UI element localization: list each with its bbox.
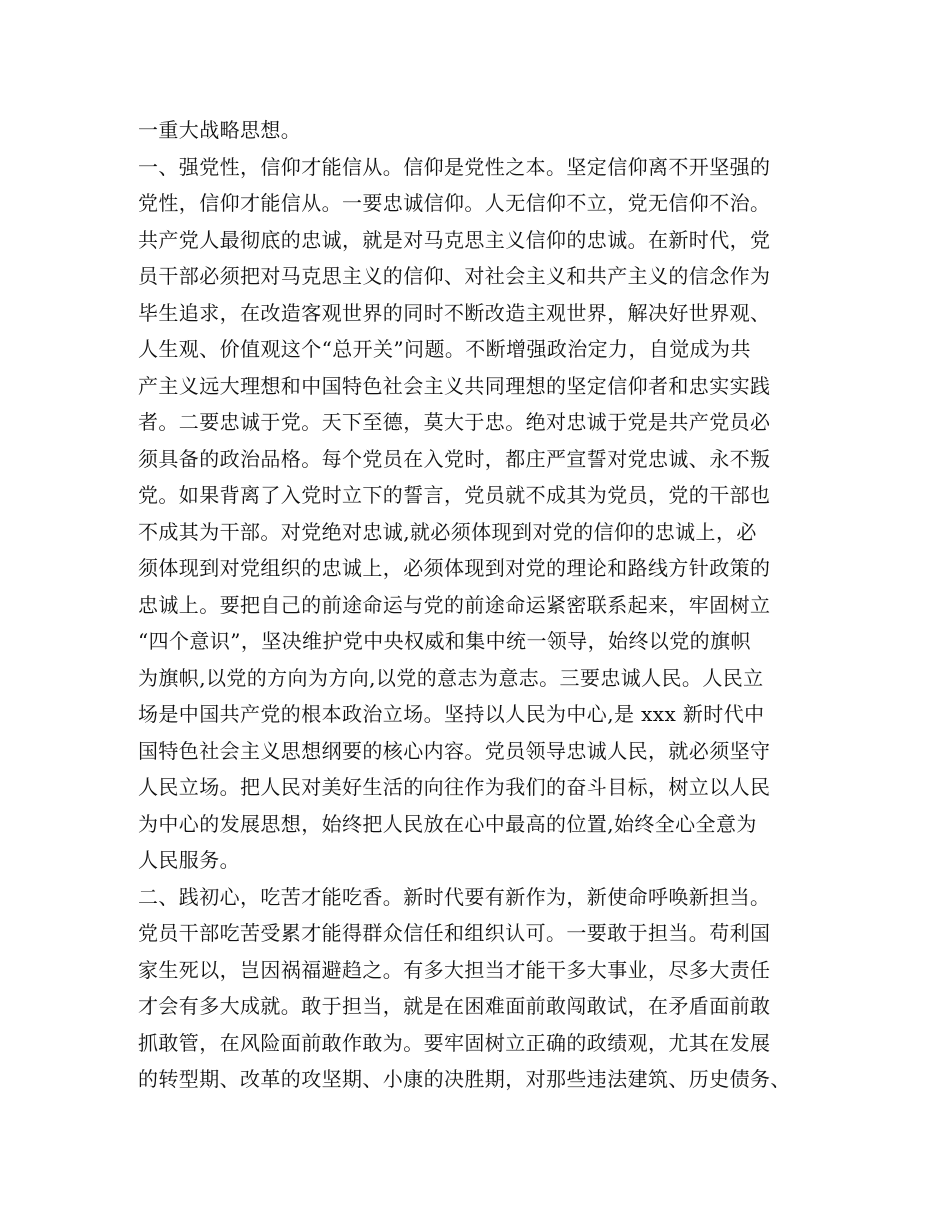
text-line: 毕生追求，在改造客观世界的同时不断改造主观世界，解决好世界观、 (138, 300, 771, 325)
text-line: 场是中国共产党的根本政治立场。坚持以人民为中心,是 xxx 新时代中 (138, 702, 765, 726)
text-line: 才会有多大成就。敢于担当，就是在困难面前敢闯敢试，在矛盾面前敢 (138, 994, 771, 1018)
text-line: 为旗帜,以党的方向为方向,以党的意志为意志。三要忠诚人民。人民立 (138, 665, 764, 690)
text-line: 共产党人最彻底的忠诚，就是对马克思主义信仰的忠诚。在新时代，党 (138, 227, 771, 252)
text-line: 人民立场。把人民对美好生活的向往作为我们的奋斗目标，树立以人民 (138, 775, 771, 799)
text-line: 不成其为干部。对党绝对忠诚,就必须体现到对党的信仰的忠诚上，必 (138, 519, 757, 544)
text-line: 产主义远大理想和中国特色社会主义共同理想的坚定信仰者和忠实实践 (138, 373, 771, 398)
text-line: 人生观、价值观这个“总开关”问题。不断增强政治定力，自觉成为共 (138, 337, 751, 361)
text-line: 须体现到对党组织的忠诚上，必须体现到对党的理论和路线方针政策的 (138, 556, 771, 580)
text-line: 党。如果背离了入党时立下的誓言，党员就不成其为党员，党的干部也 (138, 483, 771, 507)
text-line: 人民服务。 (138, 848, 240, 872)
body-text (138, 112, 838, 1098)
text-line: 的转型期、改革的攻坚期、小康的决胜期，对那些违法建筑、历史债务、 (138, 1067, 791, 1091)
text-line: 一、强党性，信仰才能信从。信仰是党性之本。坚定信仰离不开坚强的 (138, 154, 771, 179)
text-line: 党性，信仰才能信从。一要忠诚信仰。人无信仰不立，党无信仰不治。 (138, 191, 771, 215)
text-line: 党员干部吃苦受累才能得群众信任和组织认可。一要敢于担当。苟利国 (138, 921, 771, 945)
text-line: 二、践初心，吃苦才能吃香。新时代要有新作为，新使命呼唤新担当。 (138, 884, 771, 909)
text-line: “四个意识”，坚决维护党中央权威和集中统一领导，始终以党的旗帜 (138, 629, 751, 653)
text-line: 国特色社会主义思想纲要的核心内容。党员领导忠诚人民，就必须坚守 (138, 738, 771, 763)
text-line: 员干部必须把对马克思主义的信仰、对社会主义和共产主义的信念作为 (138, 264, 771, 288)
text-line: 者。二要忠诚于党。天下至德，莫大于忠。绝对忠诚于党是共产党员必 (138, 410, 771, 434)
text-line: 为中心的发展思想，始终把人民放在心中最高的位置,始终全心全意为 (138, 811, 757, 836)
text-line: 须具备的政治品格。每个党员在入党时，都庄严宣誓对党忠诚、永不叛 (138, 446, 771, 471)
text-line: 一重大战略思想。 (138, 118, 302, 142)
text-line: 抓敢管，在风险面前敢作敢为。要牢固树立正确的政绩观，尤其在发展 (138, 1030, 771, 1055)
text-line: 忠诚上。要把自己的前途命运与党的前途命运紧密联系起来，牢固树立 (138, 592, 771, 617)
text-line: 家生死以，岂因祸福避趋之。有多大担当才能干多大事业，尽多大责任 (138, 957, 771, 982)
